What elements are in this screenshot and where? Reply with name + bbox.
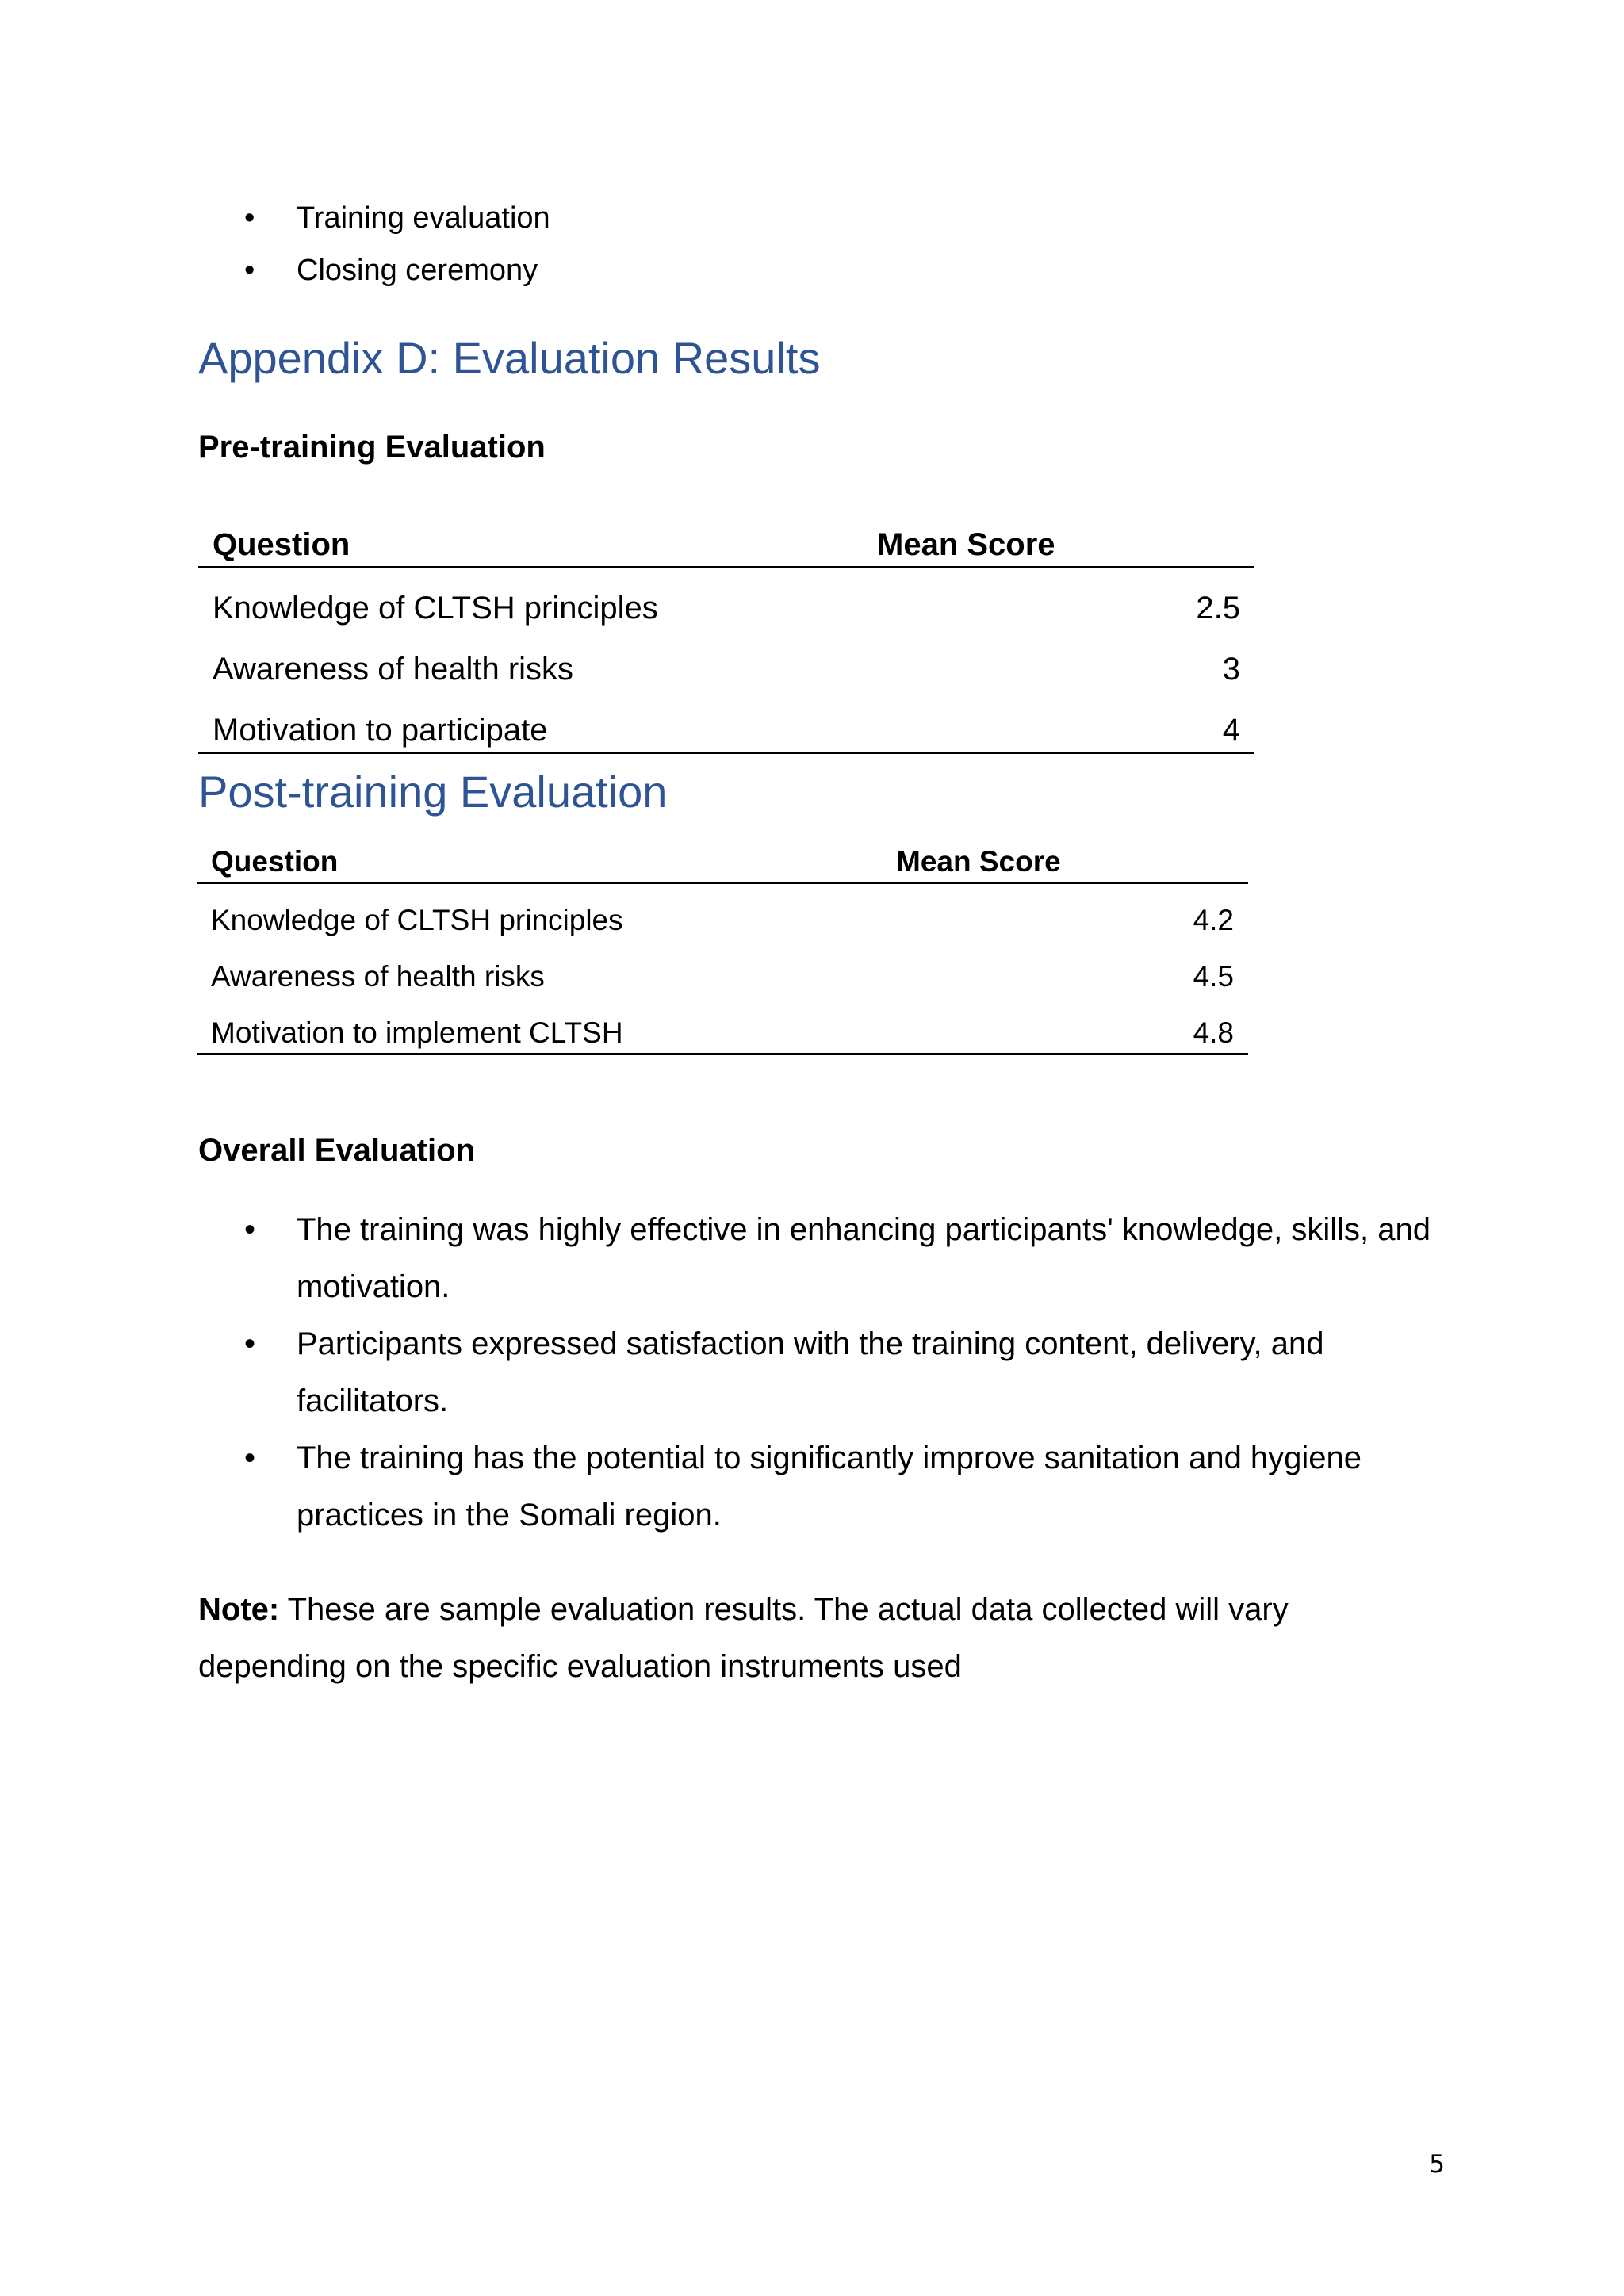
page-number: 5 bbox=[1429, 2150, 1445, 2179]
overall-evaluation-list bbox=[198, 1201, 1435, 1544]
table-row bbox=[197, 883, 1248, 941]
post-training-table bbox=[197, 840, 1248, 1055]
question-cell: Knowledge of CLTSH principles bbox=[211, 904, 623, 936]
pre-training-title: Pre-training Evaluation bbox=[198, 430, 546, 465]
mean-score-header: Mean Score bbox=[877, 519, 1254, 568]
question-cell: Awareness of health risks bbox=[211, 960, 545, 993]
list-item: • The training has the potential to significantly improve sanitation and hygiene practices in the Somali region. bbox=[198, 1429, 1435, 1544]
mean-score-header: Mean Score bbox=[896, 840, 1248, 883]
post-training-title: Post-training Evaluation bbox=[198, 767, 668, 817]
list-item: • Participants expressed satisfaction with the training content, delivery, and facilitators. bbox=[198, 1315, 1435, 1429]
table-row bbox=[197, 997, 1248, 1054]
note-label: Note: bbox=[198, 1592, 280, 1627]
score-cell: 4 bbox=[877, 691, 1254, 753]
note-text: These are sample evaluation results. The actual data collected will vary depending on the specific evaluation instruments used bbox=[198, 1592, 1289, 1684]
table-header-row bbox=[198, 519, 1254, 568]
question-header: Question bbox=[197, 840, 896, 883]
pre-training-table bbox=[198, 519, 1254, 754]
note-paragraph bbox=[198, 1581, 1435, 1695]
score-cell: 4.2 bbox=[1193, 904, 1234, 936]
table-row bbox=[198, 568, 1254, 630]
agenda-list bbox=[198, 192, 550, 297]
list-item: • Training evaluation bbox=[198, 192, 550, 244]
question-cell: Motivation to participate bbox=[198, 691, 877, 753]
score-cell: 2.5 bbox=[1196, 591, 1240, 626]
question-cell: Motivation to implement CLTSH bbox=[197, 997, 896, 1054]
question-cell: Knowledge of CLTSH principles bbox=[213, 591, 658, 626]
score-cell: 4.5 bbox=[1193, 960, 1234, 993]
table-row bbox=[197, 940, 1248, 997]
table-row bbox=[198, 629, 1254, 691]
list-item: • Closing ceremony bbox=[198, 244, 550, 297]
overall-evaluation-title: Overall Evaluation bbox=[198, 1133, 476, 1168]
question-cell: Awareness of health risks bbox=[213, 652, 574, 687]
list-item: • The training was highly effective in enhancing participants' knowledge, skills, and motivation. bbox=[198, 1201, 1435, 1315]
score-cell: 4.8 bbox=[896, 997, 1248, 1054]
appendix-title: Appendix D: Evaluation Results bbox=[198, 333, 821, 383]
table-row bbox=[198, 691, 1254, 753]
score-cell: 3 bbox=[1222, 652, 1240, 687]
table-header-row bbox=[197, 840, 1248, 883]
question-header: Question bbox=[198, 519, 877, 568]
